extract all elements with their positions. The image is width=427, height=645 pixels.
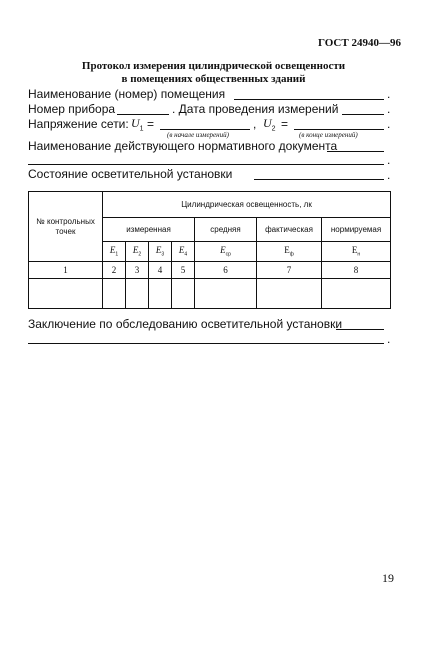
empty-cell — [322, 279, 391, 309]
header-measured: измеренная — [103, 218, 195, 242]
u1-note: (в начале измерений) — [167, 131, 229, 139]
room-name-label: Наименование (номер) помещения — [28, 87, 226, 101]
empty-cell — [29, 279, 103, 309]
device-number-label: Номер прибора — [28, 102, 116, 116]
u2-symbol: $U_2$ — [263, 116, 276, 133]
normative-doc-dot: . — [387, 153, 391, 167]
table-number-row — [29, 262, 391, 279]
header-normalized: нормируемая — [322, 218, 391, 242]
measurement-table — [28, 191, 391, 309]
device-number-field — [117, 114, 169, 115]
col-number: 1 — [29, 262, 103, 279]
header-e3: $E_3$ — [149, 242, 172, 262]
col-number: 6 — [195, 262, 257, 279]
date-dot: . — [387, 102, 391, 116]
table-header-row-1 — [29, 192, 391, 218]
u1-symbol: $U_1$ — [131, 116, 144, 133]
header-e2: $E_2$ — [126, 242, 149, 262]
empty-cell — [149, 279, 172, 309]
empty-cell — [172, 279, 195, 309]
col-number: 4 — [149, 262, 172, 279]
normative-doc-label: Наименование действующего нормативного документа — [28, 139, 338, 153]
header-e-actual: $E_ф$ — [257, 242, 322, 262]
u2-field — [294, 129, 384, 130]
normative-doc-field-line2 — [28, 164, 384, 165]
header-e-norm: $E_н$ — [322, 242, 391, 262]
conclusion-dot: . — [387, 332, 391, 346]
u2-equals: = — [281, 117, 289, 131]
conclusion-field — [336, 329, 384, 330]
installation-state-dot: . — [387, 168, 391, 182]
installation-state-label: Состояние осветительной установки — [28, 167, 233, 181]
header-actual: фактическая — [257, 218, 322, 242]
standard-code: ГОСТ 24940—96 — [318, 37, 401, 49]
col-number: 8 — [322, 262, 391, 279]
u1-equals: = — [147, 117, 155, 131]
page-number: 19 — [382, 571, 394, 585]
room-name-dot: . — [387, 87, 391, 101]
empty-cell — [257, 279, 322, 309]
empty-cell — [195, 279, 257, 309]
voltage-dot: . — [387, 117, 391, 131]
measurement-date-field — [342, 114, 384, 115]
col-number: 7 — [257, 262, 322, 279]
col-number: 5 — [172, 262, 195, 279]
empty-cell — [126, 279, 149, 309]
header-e1: $E_1$ — [103, 242, 126, 262]
header-mean: средняя — [195, 218, 257, 242]
header-cylindrical-illuminance: Цилиндрическая освещенность, лк — [103, 192, 391, 218]
protocol-title-line1: Протокол измерения цилиндрической освещенности — [81, 60, 346, 72]
header-control-points: № контрольных точек — [29, 192, 103, 262]
u2-note: (в конце измерений) — [299, 131, 358, 139]
empty-cell — [103, 279, 126, 309]
measurement-date-label: . Дата проведения измерений — [172, 102, 339, 116]
col-number: 3 — [126, 262, 149, 279]
conclusion-label: Заключение по обследованию осветительной установки — [28, 317, 343, 331]
conclusion-field-line2 — [28, 343, 384, 344]
header-e-mean: $E_{ср}$ — [195, 242, 257, 262]
room-name-field — [234, 99, 384, 100]
col-number: 2 — [103, 262, 126, 279]
voltage-label: Напряжение сети: — [28, 117, 129, 131]
protocol-title-line2: в помещениях общественных зданий — [121, 73, 306, 85]
header-e4: $E_4$ — [172, 242, 195, 262]
voltage-comma: , — [253, 117, 257, 131]
u1-field — [160, 129, 250, 130]
normative-doc-field — [327, 151, 384, 152]
installation-state-field — [254, 179, 384, 180]
table-empty-row — [29, 279, 391, 309]
